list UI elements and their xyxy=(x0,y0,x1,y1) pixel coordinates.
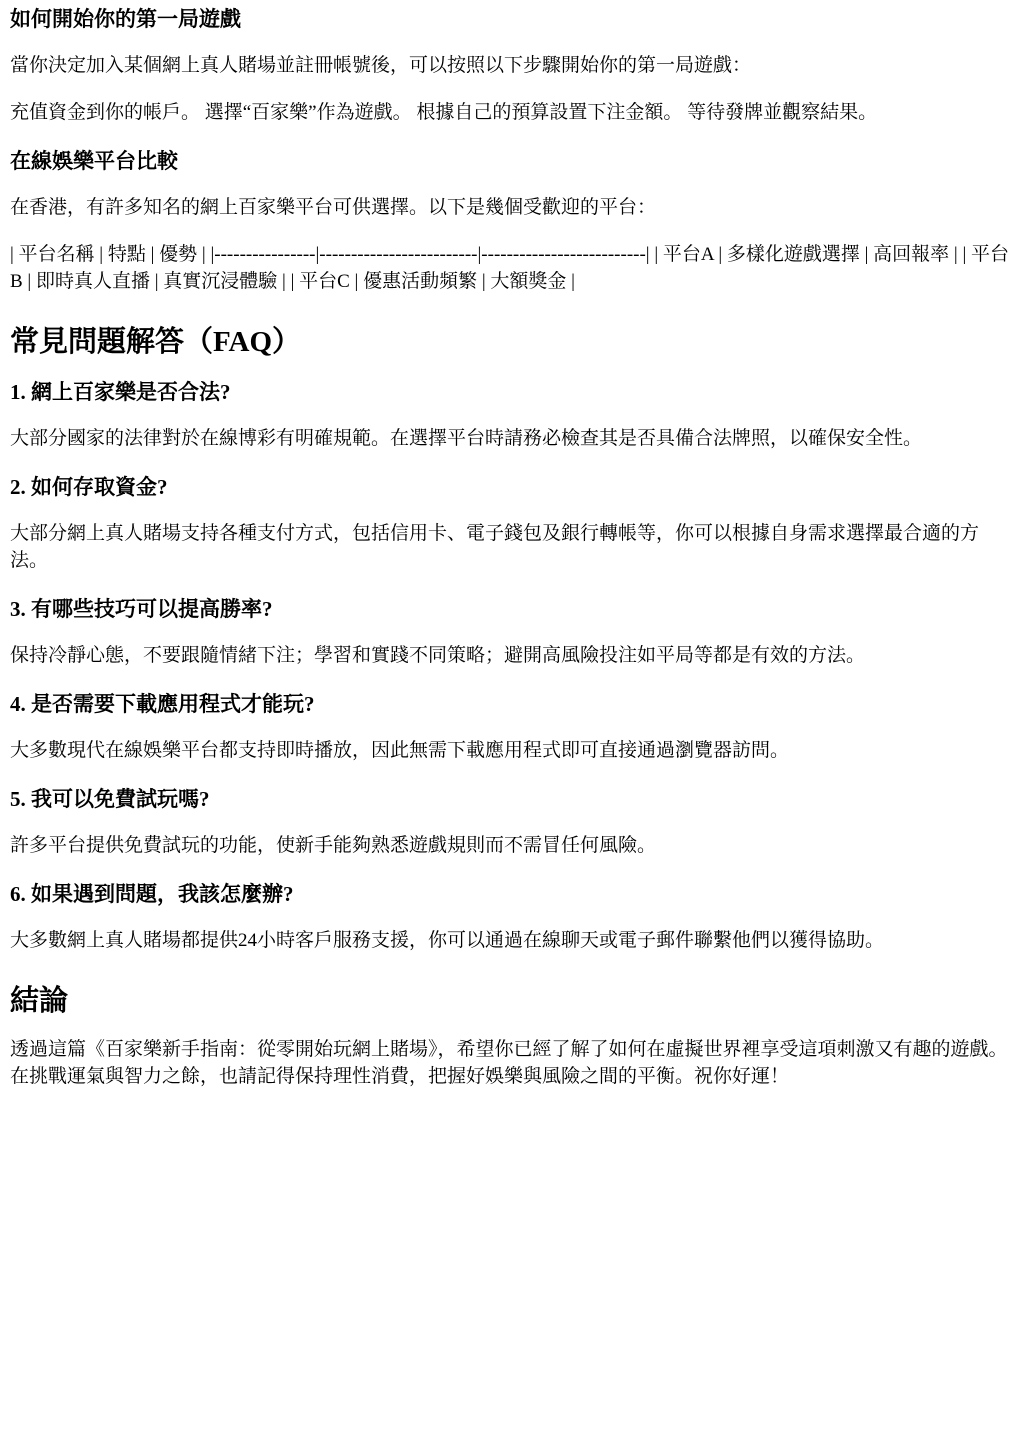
conclusion-heading: 結論 xyxy=(10,985,69,1017)
faq-question: 2. 如何存取資金? xyxy=(10,475,168,499)
section-start-steps: 充值資金到你的帳戶。 選擇“百家樂”作為遊戲。 根據自己的預算設置下注金額。 等待發牌並觀察結果。 xyxy=(10,102,878,123)
faq-question: 3. 有哪些技巧可以提高勝率? xyxy=(10,597,273,621)
conclusion-text: 透過這篇《百家樂新手指南：從零開始玩網上賭場》，希望你已經了解了如何在虛擬世界裡享受這項刺激又有趣的遊戲。在挑戰運氣與智力之餘，也請記得保持理性消費，把握好娛樂與風險之間的平衡。祝你好運！ xyxy=(10,1039,1008,1087)
faq-answer: 大部分網上真人賭場支持各種支付方式，包括信用卡、電子錢包及銀行轉帳等，你可以根據自身需求選擇最合適的方法。 xyxy=(10,523,980,571)
faq-answer: 大部分國家的法律對於在線博彩有明確規範。在選擇平台時請務必檢查其是否具備合法牌照，以確保安全性。 xyxy=(10,428,923,449)
faq-answer: 大多數網上真人賭場都提供24小時客戶服務支援，你可以通過在線聊天或電子郵件聯繫他們以獲得協助。 xyxy=(10,930,885,951)
section-heading-start: 如何開始你的第一局遊戲 xyxy=(10,7,241,31)
section-compare-intro: 在香港，有許多知名的網上百家樂平台可供選擇。以下是幾個受歡迎的平台： xyxy=(10,197,657,218)
faq-answer: 許多平台提供免費試玩的功能，使新手能夠熟悉遊戲規則而不需冒任何風險。 xyxy=(10,835,657,856)
faq-question: 4. 是否需要下載應用程式才能玩? xyxy=(10,692,315,716)
article-body xyxy=(10,0,1014,1090)
section-heading-compare: 在線娛樂平台比較 xyxy=(10,149,178,173)
faq-heading: 常見問題解答（FAQ） xyxy=(10,326,302,358)
faq-answer: 大多數現代在線娛樂平台都支持即時播放，因此無需下載應用程式即可直接通過瀏覽器訪問。 xyxy=(10,740,790,761)
faq-answer: 保持冷靜心態，不要跟隨情緒下注；學習和實踐不同策略；避開高風險投注如平局等都是有效的方法。 xyxy=(10,645,866,666)
faq-question: 6. 如果遇到問題，我該怎麼辦? xyxy=(10,882,294,906)
section-start-intro: 當你決定加入某個網上真人賭場並註冊帳號後，可以按照以下步驟開始你的第一局遊戲： xyxy=(10,55,752,76)
faq-question: 5. 我可以免費試玩嗎? xyxy=(10,787,210,811)
platform-table-text: | 平台名稱 | 特點 | 優勢 | |----------------|-------------------------|--------------------------| | 平台A | 多樣化遊戲選擇 | 高回報率 | | 平台B | 即時真人直播 | 真實沉浸體驗 | | 平台C | 優惠活動頻繁 | 大額獎金 | xyxy=(10,244,1010,292)
faq-question: 1. 網上百家樂是否合法? xyxy=(10,380,231,404)
